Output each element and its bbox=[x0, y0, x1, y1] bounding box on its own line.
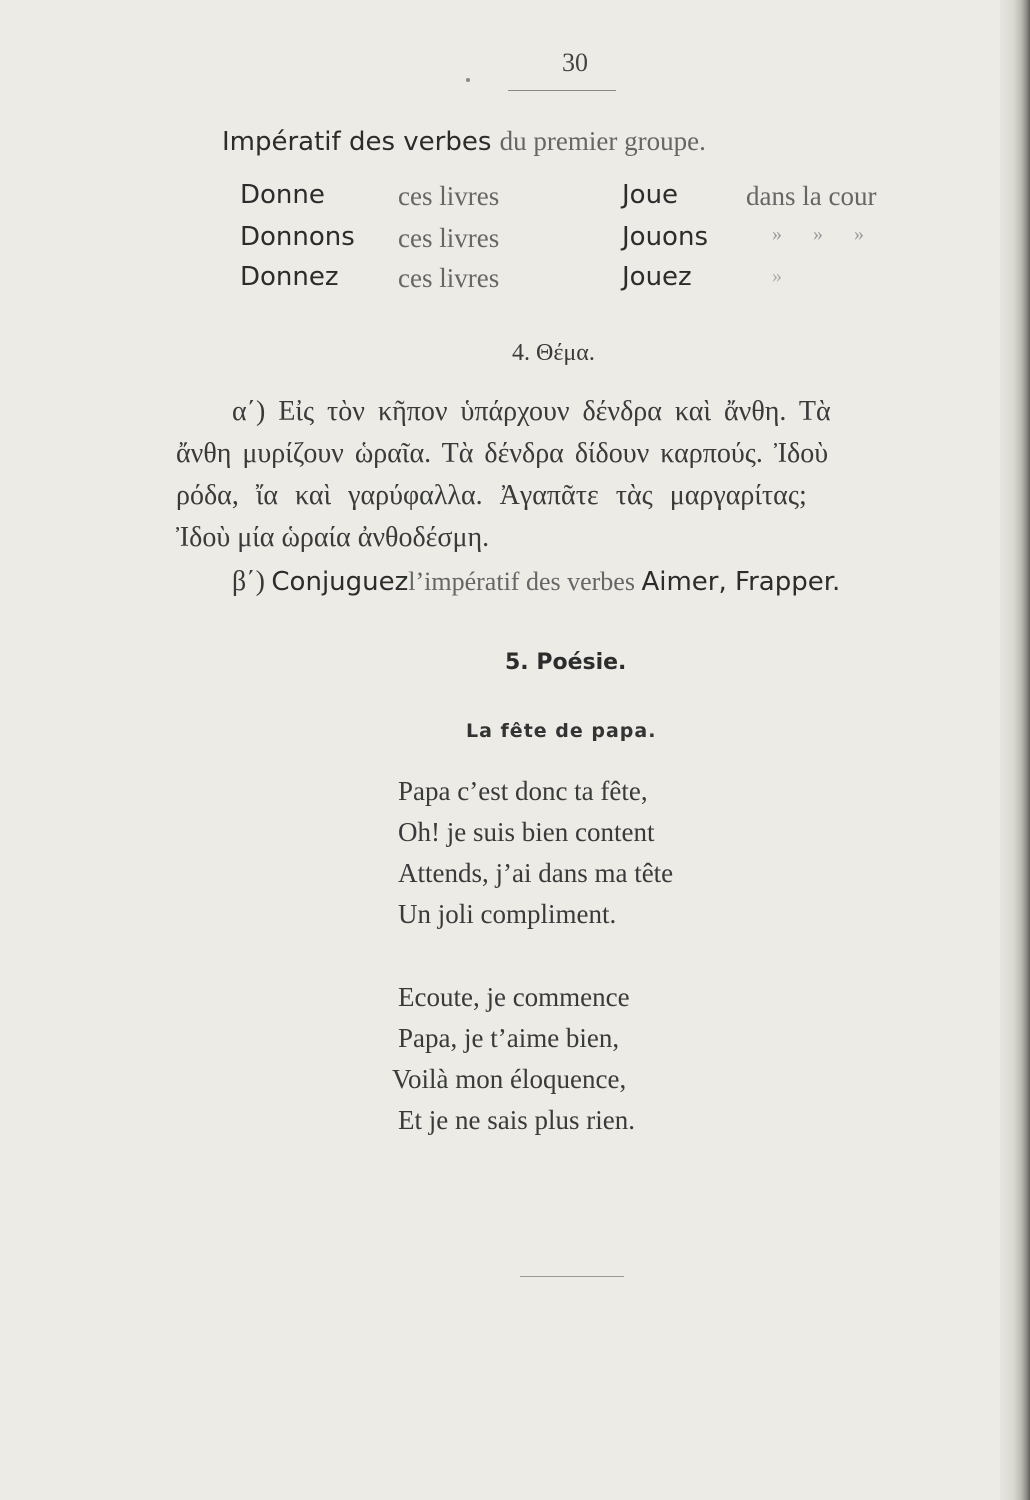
exercise-b-light: l’impératif des verbes bbox=[408, 567, 635, 596]
ink-dot bbox=[466, 78, 470, 82]
object-donnez: ces livres bbox=[398, 263, 500, 293]
exercise-b bbox=[232, 566, 840, 598]
section-5-title: 5. Poésie. bbox=[505, 650, 627, 675]
heading-bold: Impératif des verbes bbox=[222, 127, 492, 157]
greek-line-4: Ἰδοὺ μία ὡραία ἀνθοδέσμη. bbox=[176, 522, 490, 553]
poem-line: Papa c’est donc ta fête, bbox=[398, 776, 648, 806]
poem-line: Et je ne sais plus rien. bbox=[398, 1105, 635, 1135]
section-4-title: 4. Θέμα. bbox=[512, 340, 595, 366]
verb-jouons: Jouons bbox=[622, 222, 708, 252]
exercise-b-label: β΄) bbox=[232, 566, 265, 597]
verb-joue: Joue bbox=[622, 180, 679, 210]
verb-donne: Donne bbox=[240, 180, 325, 210]
poem-line: Ecoute, je commence bbox=[398, 982, 630, 1012]
greek-line-1: α΄) Εἰς τὸν κῆπον ὑπάρχουν δένδρα καὶ ἄνθη. Τὰ bbox=[232, 396, 831, 427]
ditto-mark-jouez: » bbox=[772, 265, 782, 287]
heading-light: du premier groupe. bbox=[499, 126, 706, 156]
poem-line: Oh! je suis bien content bbox=[398, 817, 655, 847]
greek-line-3: ρόδα, ἴα καὶ γαρύφαλλα. Ἀγαπᾶτε τὰς μαργαρίτας; bbox=[176, 480, 807, 511]
end-rule bbox=[520, 1276, 624, 1277]
page-number-rule bbox=[508, 90, 616, 91]
exercise-b-bold-2: Aimer, Frapper. bbox=[641, 567, 841, 597]
poem-line: Attends, j’ai dans ma tête bbox=[398, 858, 674, 888]
exercise-b-bold-1: Conjuguez bbox=[271, 567, 409, 597]
object-joue: dans la cour bbox=[746, 181, 877, 211]
ditto-marks-jouons: » » » bbox=[772, 223, 864, 245]
verb-jouez: Jouez bbox=[622, 262, 692, 292]
verb-donnez: Donnez bbox=[240, 262, 339, 292]
greek-line-2: ἄνθη μυρίζουν ὡραῖα. Τὰ δένδρα δίδουν καρπούς. Ἰδοὺ bbox=[176, 438, 829, 469]
poem-title: La fête de papa. bbox=[466, 720, 657, 742]
poem-line: Papa, je t’aime bien, bbox=[398, 1023, 620, 1053]
object-donne: ces livres bbox=[398, 181, 500, 211]
poem-line: Voilà mon éloquence, bbox=[392, 1064, 627, 1094]
verb-donnons: Donnons bbox=[240, 222, 355, 252]
object-donnons: ces livres bbox=[398, 223, 500, 253]
imperative-heading bbox=[222, 126, 706, 157]
poem-line: Un joli compliment. bbox=[398, 899, 617, 929]
page-edge-shadow bbox=[1000, 0, 1030, 1500]
page-number: 30 bbox=[562, 48, 588, 77]
